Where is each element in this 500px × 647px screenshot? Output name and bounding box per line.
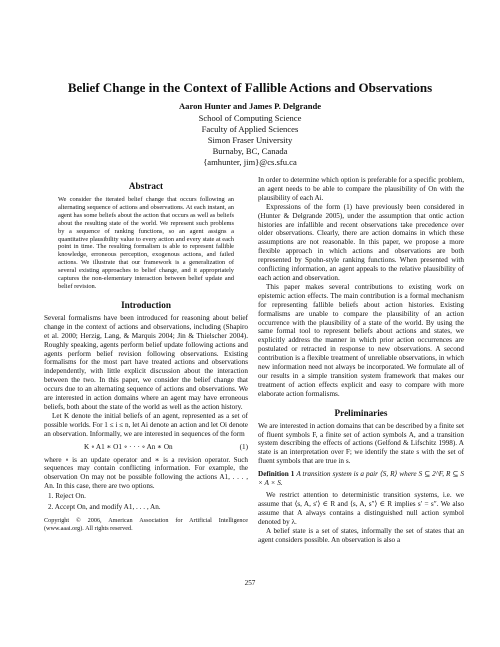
author-email: {amhunter, jim}@cs.sfu.ca <box>203 157 297 167</box>
affiliation-line: Faculty of Applied Sciences <box>201 124 299 134</box>
equation <box>44 439 248 456</box>
option-item: 2. Accept On, and modify A1, . . . , An. <box>48 503 161 512</box>
body-paragraph: We are interested in action domains that can be described by a finite set of fluent symbols F, a finite set of action symbols A, and a transition system describing the effects of actions (Gelfond & Lifschitz 1998). A state is an interpretation over F; we identify the state s with the set of fluent symbols that are true in s. <box>258 421 464 466</box>
affiliation-line: School of Computing Science <box>198 113 302 123</box>
intro-paragraph: Let K denote the initial beliefs of an agent, represented as a set of possible worlds. For 1 ≤ i ≤ n, let Ai denote an action and let Oi denote an observation. Informally, we are interested in sequences of the form <box>44 411 248 438</box>
definition-block <box>258 470 464 488</box>
body-paragraph: In order to determine which option is preferable for a specific problem, an agent needs to be able to compare the plausibility of On with the plausibility of each Ai. <box>258 176 464 202</box>
body-paragraph: Expressions of the form (1) have previously been considered in (Hunter & Delgrande 2005), under the assumption that ontic action histories are infallible and recent observations take precedence over older observations. Clearly, there are action domains in which these assumptions are not reasonable. In this paper, we propose a more flexible approach in which actions and observations are both represented by Spohn-style ranking functions. When presented with conflicting information, an agent appeals to the relative plausibility of each action and observation. <box>258 202 464 282</box>
author-names: Aaron Hunter and James P. Delgrande <box>178 101 322 111</box>
right-column <box>258 176 464 544</box>
introduction-heading: Introduction <box>121 299 171 310</box>
left-column <box>44 176 248 532</box>
equation-body: K ∘ A1 ∗ O1 ∘ · · · ∘ An ∗ On <box>84 442 173 451</box>
page-number: 257 <box>244 579 256 587</box>
affiliation-line: Burnaby, BC, Canada <box>212 146 288 156</box>
abstract-text: We consider the iterated belief change that occurs following an alternating sequence of actions and observations. At each instant, an agent has some beliefs about the action that occurs as well as beliefs about the resulting state of the world. We represent such problems by a sequence of ranking functions, so an agent assigns a quantitative plausibility value to every action and every state at each point in time. The resulting formalism is able to represent fallible knowledge, erroneous perception, exogenous actions, and failed actions. We illustrate that our framework is a generalization of several existing approaches to belief change, and it appropriately captures the non-elementary interaction between belief update and belief revision. <box>58 196 234 290</box>
body-paragraph: A belief state is a set of states, informally the set of states that an agent considers possible. An observation is also a <box>258 526 464 544</box>
intro-paragraph: where ∘ is an update operator and ∗ is a revision operator. Such sequences may contain conflicting information. For example, the observation On may not be possible following the actions A1, . . . , An. In this case, there are two options. <box>44 455 248 491</box>
body-paragraph: We restrict attention to deterministic transition systems, i.e. we assume that ⟨s, A, s′⟩ ∈ R and ⟨s, A, s″⟩ ∈ R implies s′ = s″. We also assume that A always contains a distinguished null action symbol denoted by λ. <box>258 491 464 526</box>
abstract-heading: Abstract <box>128 181 164 191</box>
preliminaries-heading: Preliminaries <box>334 407 388 418</box>
definition-label: Definition 1 <box>258 470 295 479</box>
definition-text: A transition system is a pair ⟨S, R⟩ where S ⊆ 2^F, R ⊆ S × A × S. <box>258 470 464 488</box>
affiliation-line: Simon Fraser University <box>207 135 293 145</box>
author-block <box>20 101 480 168</box>
paper-title: Belief Change in the Context of Fallible Actions and Observations <box>67 80 433 95</box>
intro-paragraph: Several formalisms have been introduced for reasoning about belief change in the context of actions and observations, including (Shapiro et al. 2000; Herzig, Lang, & Marquis 2004; Jin & Thielscher 2004). Roughly speaking, agents perform belief update following actions and agents perform belief revision following observations. Existing formalisms for the most part have treated actions and observations independently, with little explicit discussion about the interaction between the two. In this paper, we consider the belief change that occurs due to an alternating sequence of actions and observations. We are interested in action domains where an agent may have erroneous beliefs, both about the state of the world as well as the action history. <box>44 313 248 411</box>
equation-number: (1) <box>239 442 248 451</box>
body-paragraph: This paper makes several contributions to existing work on epistemic action effects. The main contribution is a formal mechanism for representing fallible beliefs about action histories. Existing formalisms are unable to compare the plausibility of an action occurrence with the plausibility of a state of the world. By using the same formal tool to represent beliefs about actions and states, we explicitly address the manner in which prior action occurrences are postulated or retracted in response to new observations. A second contribution is a flexible treatment of unreliable observations, in which new information need not always be incorporated. We formulate all of our results in a simple transition system framework that makes our treatment of action effects explicit and easy to compare with more elaborate action formalisms. <box>258 282 464 398</box>
copyright-notice: Copyright © 2006, American Association for Artificial Intelligence (www.aaai.org). All rights reserved. <box>44 517 248 532</box>
option-item: 1. Reject On. <box>48 492 86 501</box>
